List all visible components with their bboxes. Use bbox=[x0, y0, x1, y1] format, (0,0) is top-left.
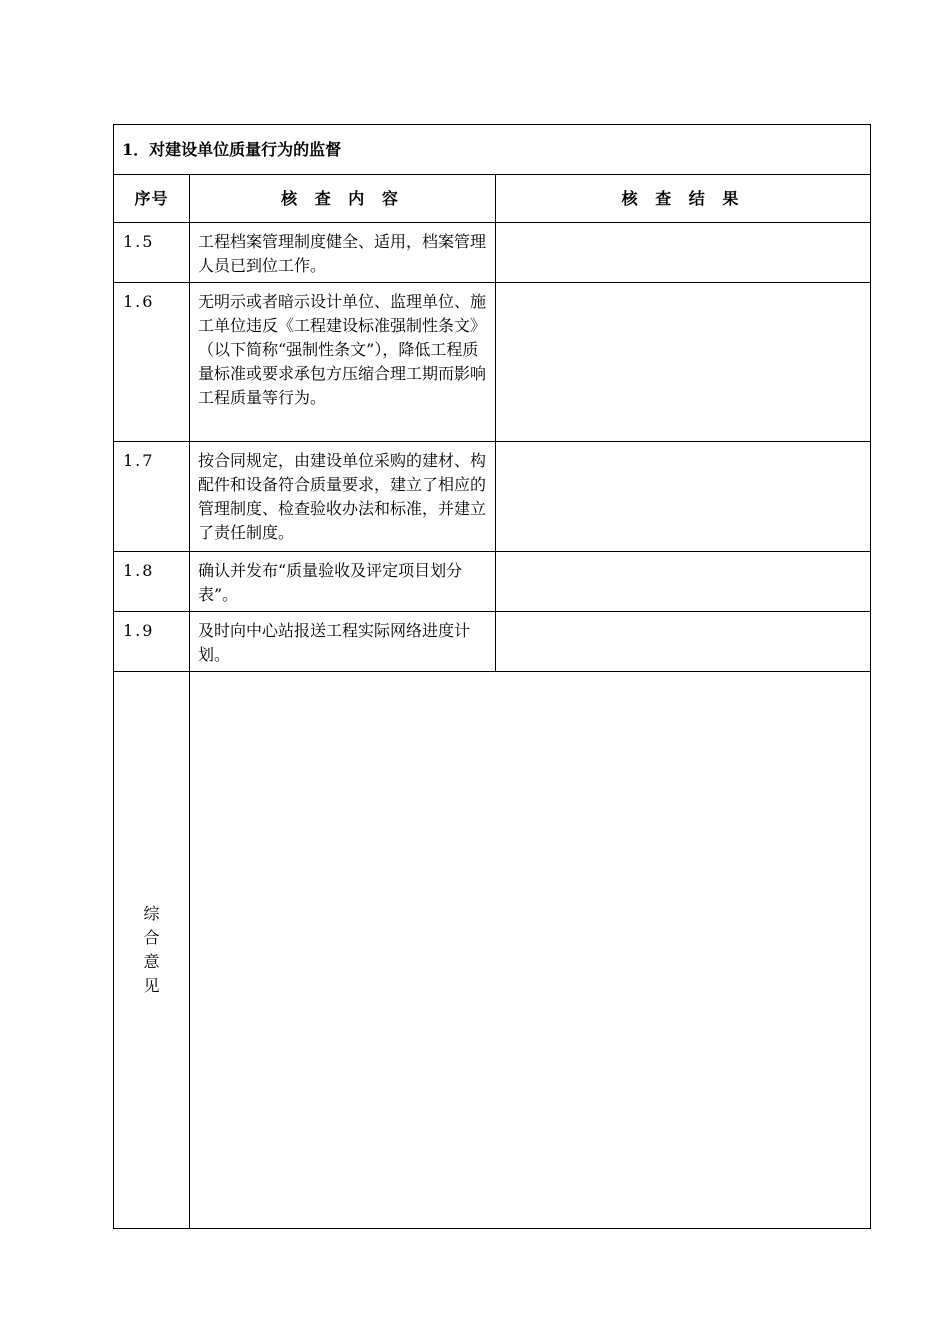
row-seq: 1.7 bbox=[114, 442, 190, 552]
row-content: 无明示或者暗示设计单位、监理单位、施工单位违反《工程建设标准强制性条文》（以下简称“强制性条文”），降低工程质量标准或要求承包方压缩合理工期而影响工程质量等行为。 bbox=[190, 283, 496, 442]
table-row bbox=[114, 552, 871, 612]
inspection-table bbox=[113, 124, 871, 1229]
row-result[interactable] bbox=[496, 552, 871, 612]
row-result[interactable] bbox=[496, 612, 871, 672]
section-title-row bbox=[114, 125, 871, 175]
row-result[interactable] bbox=[496, 442, 871, 552]
row-content: 按合同规定，由建设单位采购的建材、构配件和设备符合质量要求，建立了相应的管理制度、检查验收办法和标准，并建立了责任制度。 bbox=[190, 442, 496, 552]
row-seq: 1.9 bbox=[114, 612, 190, 672]
table-row bbox=[114, 612, 871, 672]
table-row bbox=[114, 442, 871, 552]
row-result[interactable] bbox=[496, 223, 871, 283]
row-seq: 1.6 bbox=[114, 283, 190, 442]
row-result[interactable] bbox=[496, 283, 871, 442]
summary-row bbox=[114, 672, 871, 1229]
row-content: 及时向中心站报送工程实际网络进度计划。 bbox=[190, 612, 496, 672]
summary-label-char: 合 bbox=[143, 928, 160, 947]
summary-label-char: 综 bbox=[143, 904, 160, 923]
header-result: 核 查 结 果 bbox=[496, 175, 871, 223]
row-seq: 1.8 bbox=[114, 552, 190, 612]
summary-label-char: 意 bbox=[143, 952, 160, 971]
summary-label bbox=[114, 672, 190, 1229]
summary-opinion-field[interactable] bbox=[190, 672, 871, 1229]
row-content: 工程档案管理制度健全、适用，档案管理人员已到位工作。 bbox=[190, 223, 496, 283]
row-content: 确认并发布“质量验收及评定项目划分表”。 bbox=[190, 552, 496, 612]
header-content: 核 查 内 容 bbox=[190, 175, 496, 223]
table-row bbox=[114, 283, 871, 442]
summary-label-char: 见 bbox=[143, 976, 160, 995]
header-seq: 序号 bbox=[114, 175, 190, 223]
table-row bbox=[114, 223, 871, 283]
section-title: 1．对建设单位质量行为的监督 bbox=[114, 125, 871, 175]
header-row bbox=[114, 175, 871, 223]
row-seq: 1.5 bbox=[114, 223, 190, 283]
